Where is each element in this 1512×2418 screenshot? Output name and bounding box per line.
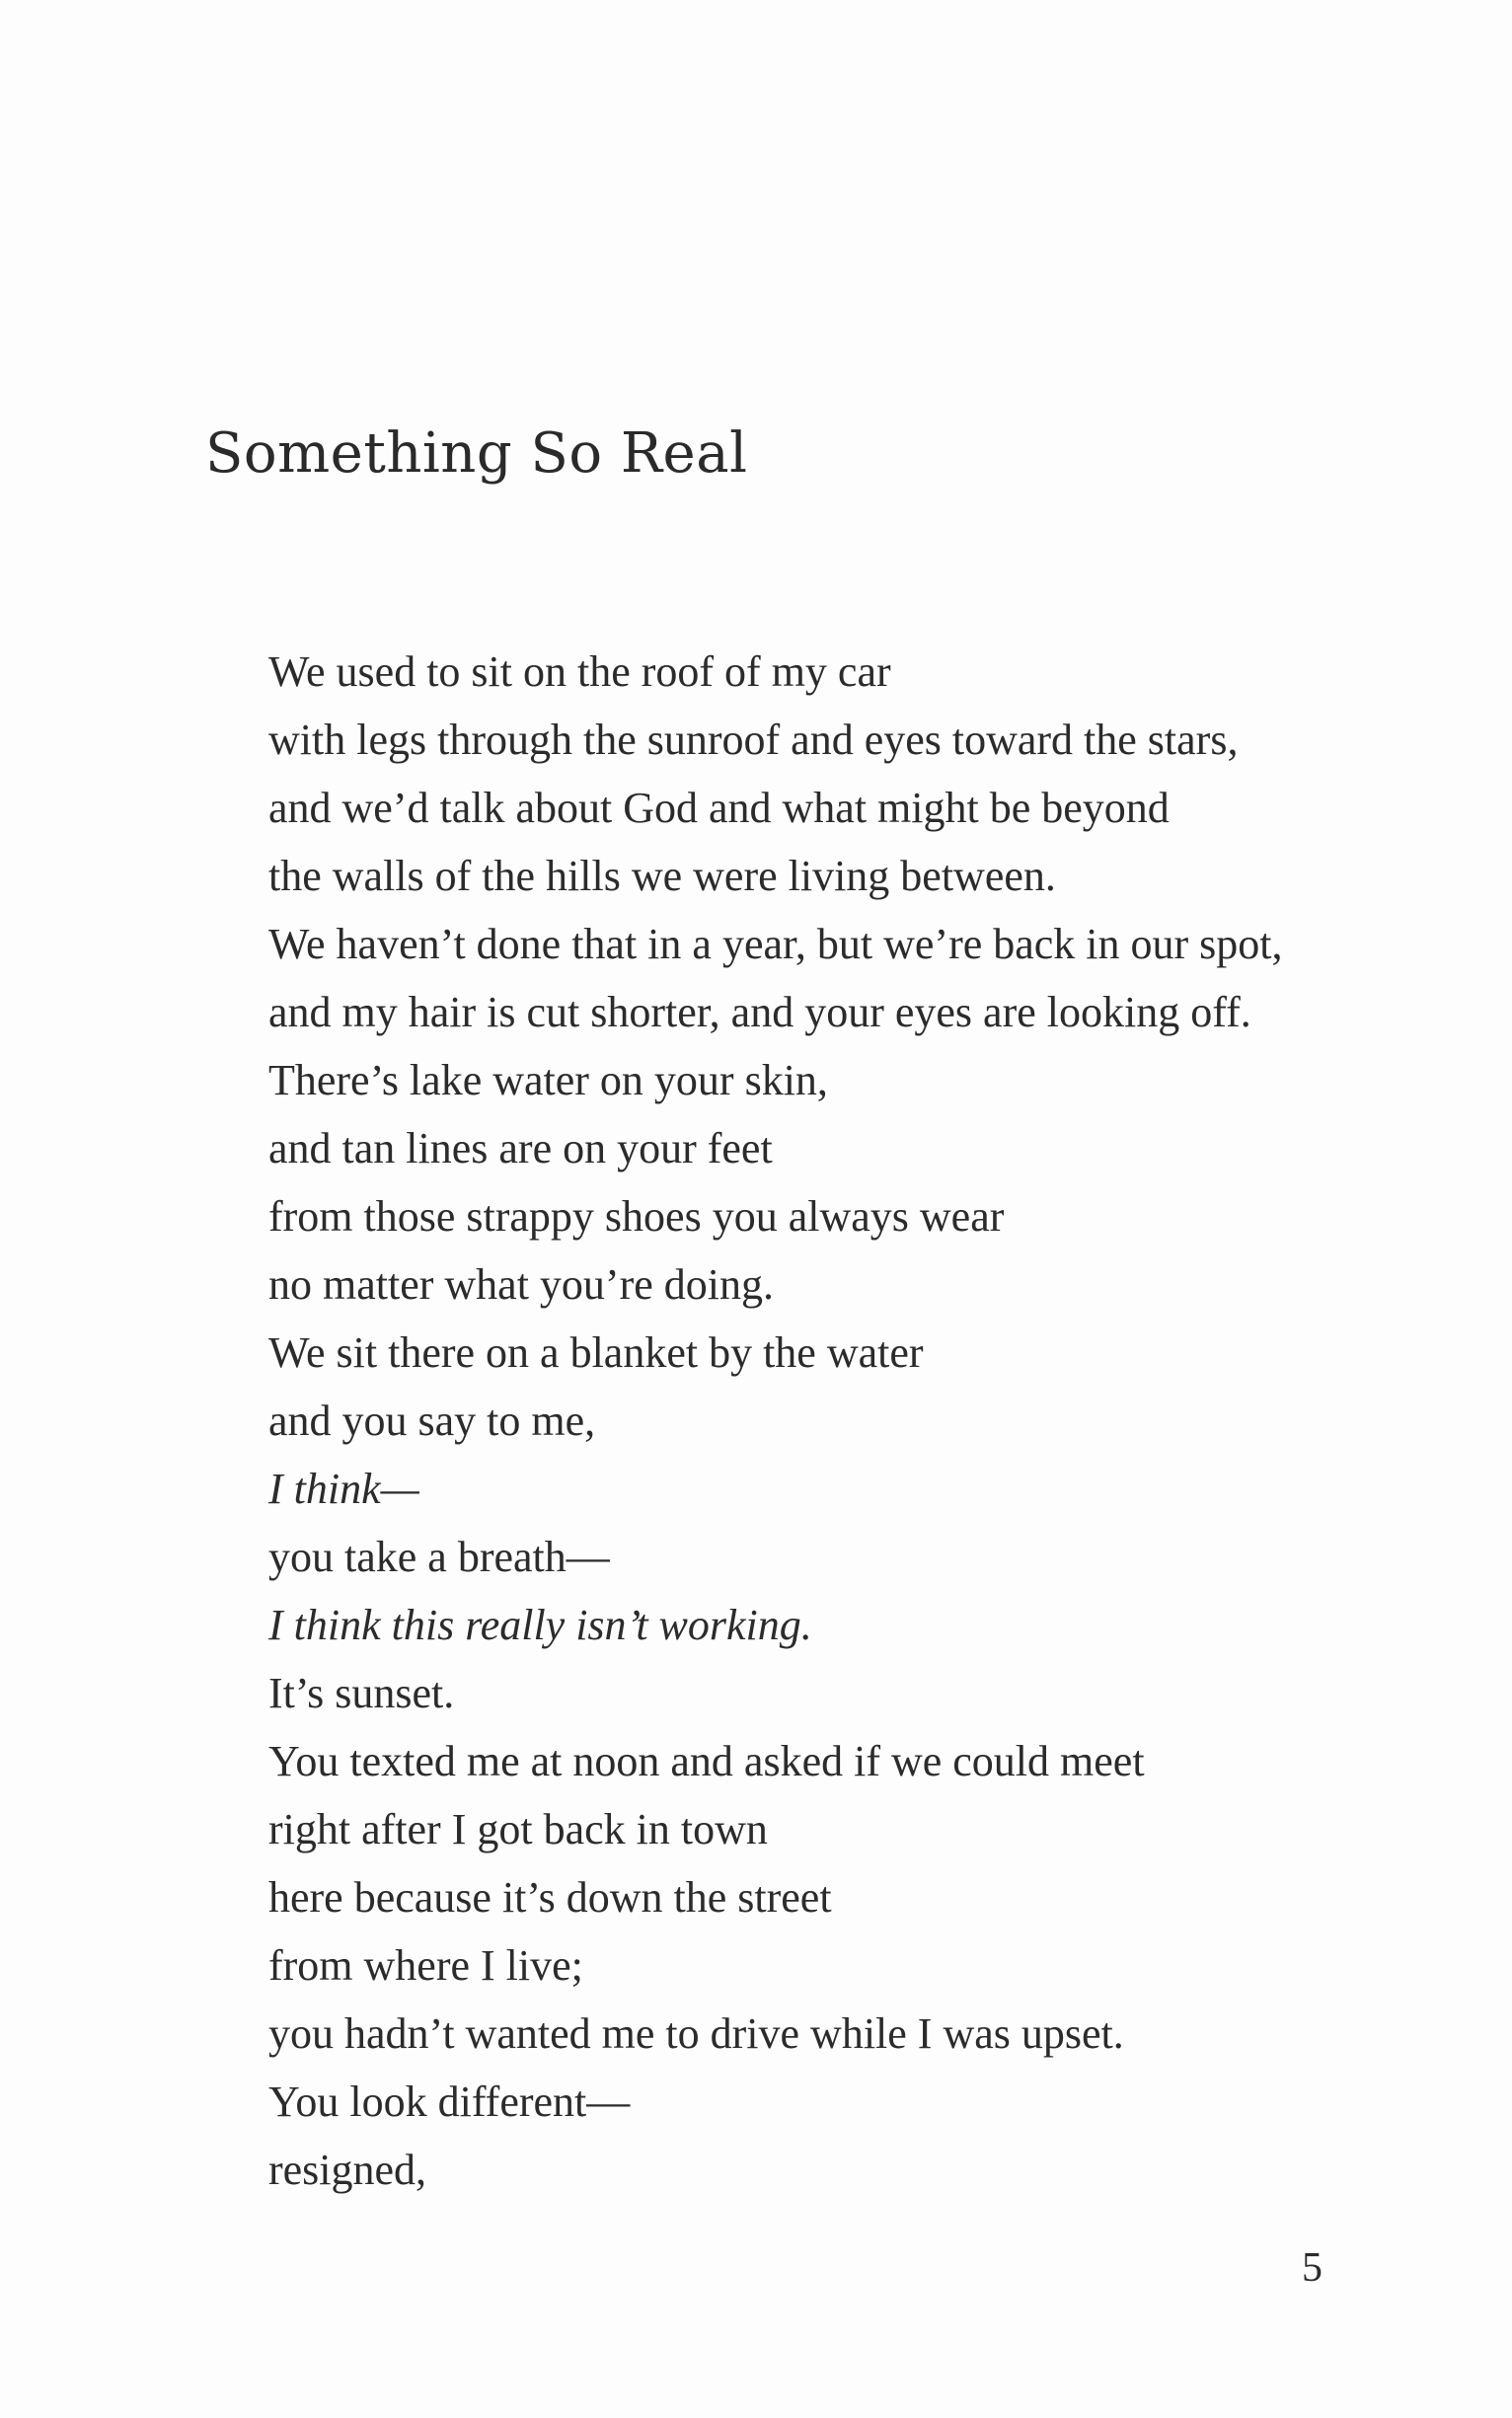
poem-body — [268, 638, 1283, 2204]
poem-line-italic: I think— — [268, 1465, 419, 1513]
poem-line: We used to sit on the roof of my car — [268, 647, 891, 696]
poem-line: You look different— — [268, 2078, 631, 2126]
poem-line: and tan lines are on your feet — [268, 1124, 773, 1172]
poem-line: We haven’t done that in a year, but we’re back in our spot, — [268, 920, 1283, 968]
poem-line: no matter what you’re doing. — [268, 1260, 774, 1309]
poem-line: and you say to me, — [268, 1397, 596, 1445]
poem-line: you take a breath— — [268, 1533, 610, 1581]
poem-line: you hadn’t wanted me to drive while I was upset. — [268, 2009, 1124, 2058]
poem-line: from where I live; — [268, 1941, 583, 1990]
poem-line: and we’d talk about God and what might be beyond — [268, 784, 1170, 832]
poem-title: Something So Real — [205, 421, 748, 486]
poem-line: here because it’s down the street — [268, 1873, 832, 1922]
poem-line: and my hair is cut shorter, and your eyes are looking off. — [268, 988, 1251, 1036]
poem-line: You texted me at noon and asked if we could meet — [268, 1737, 1145, 1785]
poem-line: the walls of the hills we were living between. — [268, 852, 1056, 900]
poem-line: resigned, — [268, 2146, 427, 2194]
poem-line: We sit there on a blanket by the water — [268, 1328, 924, 1377]
page-number: 5 — [1302, 2245, 1323, 2291]
poem-line: right after I got back in town — [268, 1805, 768, 1853]
poem-line: There’s lake water on your skin, — [268, 1056, 828, 1104]
poem-line: It’s sunset. — [268, 1669, 455, 1717]
poem-line: with legs through the sunroof and eyes toward the stars, — [268, 716, 1239, 764]
poem-line: from those strappy shoes you always wear — [268, 1192, 1005, 1241]
poem-line-italic: I think this really isn’t working. — [268, 1601, 812, 1649]
